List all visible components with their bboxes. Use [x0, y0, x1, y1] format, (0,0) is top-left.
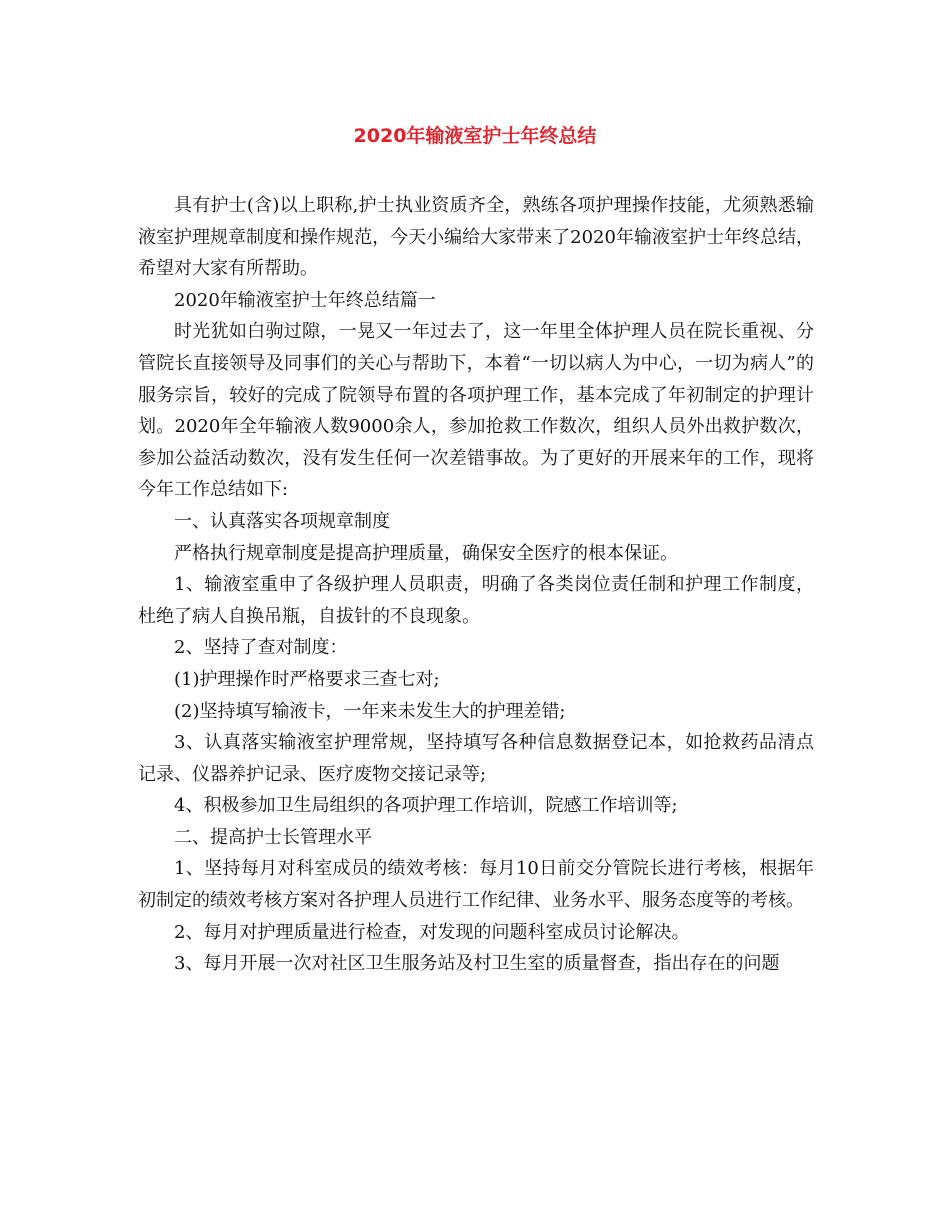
paragraph: 1、输液室重申了各级护理人员职责，明确了各类岗位责任制和护理工作制度，杜绝了病人自换吊瓶，自拔针的不良现象。 — [138, 574, 814, 627]
paragraph: 2、坚持了查对制度： — [174, 637, 348, 659]
paragraph-heading-1: 一、认真落实各项规章制度 — [174, 510, 390, 532]
paragraph: 1、坚持每月对科室成员的绩效考核：每月10日前交分管院长进行考核，根据年初制定的绩效考核方案对各护理人员进行工作纪律、业务水平、服务态度等的考核。 — [138, 858, 814, 912]
paragraph-section-heading: 2020年输液室护士年终总结篇一 — [174, 289, 436, 311]
document-title: 2020年输液室护士年终总结 — [353, 125, 597, 147]
paragraph: (2)坚持填写输液卡，一年来未发生大的护理差错; — [174, 700, 566, 722]
paragraph-heading-2: 二、提高护士长管理水平 — [174, 826, 372, 848]
paragraph: 3、认真落实输液室护理常规，坚持填写各种信息数据登记本，如抢救药品清点记录、仪器养护记录、医疗废物交接记录等; — [138, 732, 814, 785]
document-body — [138, 190, 814, 980]
paragraph: 2、每月对护理质量进行检查，对发现的问题科室成员讨论解决。 — [174, 921, 690, 943]
paragraph: (1)护理操作时严格要求三查七对; — [174, 668, 440, 690]
paragraph-overview: 时光犹如白驹过隙，一晃又一年过去了，这一年里全体护理人员在院长重视、分管院长直接领导及同事们的关心与帮助下，本着“一切以病人为中心，一切为病人”的服务宗旨，较好的完成了院领导布置的各项护理工作，基本完成了年初制定的护理计划。2020年全年输液人数9000余人，参加抢救工作数次，组织人员外出救护数次，参加公益活动数次，没有发生任何一次差错事故。为了更好的开展来年的工作，现将今年工作总结如下: — [138, 321, 814, 501]
paragraph: 严格执行规章制度是提高护理质量，确保安全医疗的根本保证。 — [174, 542, 678, 564]
paragraph-intro: 具有护士(含)以上职称,护士执业资质齐全，熟练各项护理操作技能，尤须熟悉输液室护理规章制度和操作规范，今天小编给大家带来了2020年输液室护士年终总结，希望对大家有所帮助。 — [138, 195, 814, 280]
paragraph: 3、每月开展一次对社区卫生服务站及村卫生室的质量督查，指出存在的问题 — [174, 953, 780, 975]
paragraph: 4、积极参加卫生局组织的各项护理工作培训，院感工作培训等; — [174, 795, 678, 817]
